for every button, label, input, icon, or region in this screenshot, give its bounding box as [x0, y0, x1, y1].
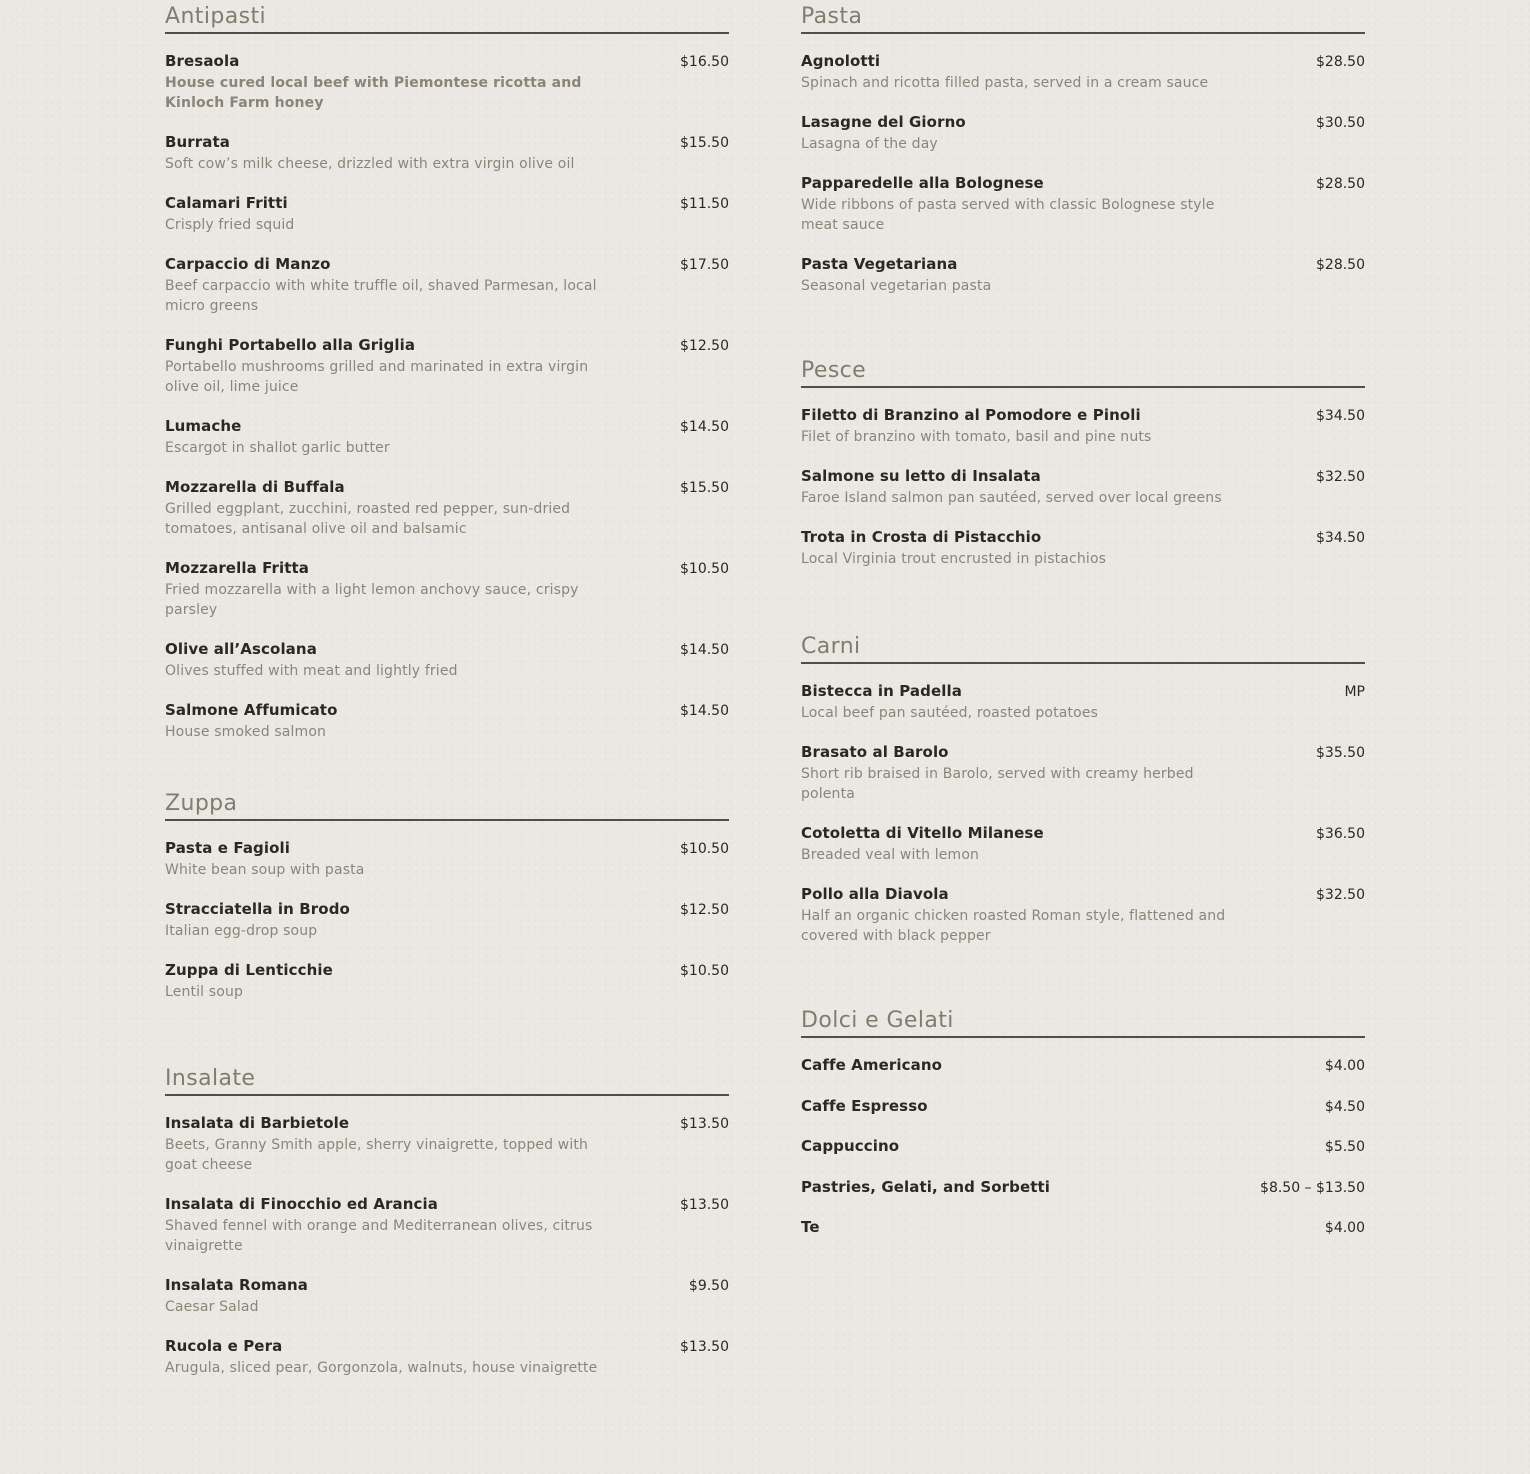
menu-item-price: $14.50 [680, 642, 729, 658]
menu-item-price: $11.50 [680, 196, 729, 212]
menu-item [165, 960, 729, 1002]
menu-item [165, 51, 729, 113]
menu-item [165, 1336, 729, 1378]
menu-item [165, 899, 729, 941]
menu-item-description: Fried mozzarella with a light lemon anchovy sauce, crispy parsley [165, 582, 579, 618]
menu-item-price: $32.50 [1316, 469, 1365, 485]
menu-item-name: Salmone Affumicato [165, 701, 338, 719]
menu-item [801, 742, 1365, 804]
menu-item-description: Filet of branzino with tomato, basil and pine nuts [801, 429, 1152, 445]
section-dolci-e-gelati [801, 1004, 1365, 1258]
menu-item-name: Pasta e Fagioli [165, 839, 291, 857]
menu-item-name: Cappuccino [801, 1137, 900, 1155]
menu-item-price: $35.50 [1316, 745, 1365, 761]
menu-item-list [801, 664, 1365, 946]
menu-item-price: $15.50 [680, 135, 729, 151]
menu-item-description: Spinach and ricotta filled pasta, served in a cream sauce [801, 75, 1209, 91]
menu-item-name: Bistecca in Padella [801, 682, 962, 700]
menu-item-name: Mozzarella di Buffala [165, 478, 345, 496]
menu-item-price: $36.50 [1316, 826, 1365, 842]
menu-item [801, 405, 1365, 447]
menu-item-list [801, 388, 1365, 569]
menu-item-description: Soft cow’s milk cheese, drizzled with extra virgin olive oil [165, 156, 575, 172]
menu-item [165, 639, 729, 681]
menu-item-price: $28.50 [1316, 176, 1365, 192]
menu-item-price: $32.50 [1316, 887, 1365, 903]
menu-item-name: Zuppa di Lenticchie [165, 961, 333, 979]
menu-item-description: Local Virginia trout encrusted in pistachios [801, 551, 1107, 567]
menu-item-price: $14.50 [680, 419, 729, 435]
section-title: Insalate [165, 1062, 729, 1096]
menu-item-name: Agnolotti [801, 52, 881, 70]
section-title: Zuppa [165, 787, 729, 821]
menu-item-name: Cotoletta di Vitello Milanese [801, 824, 1044, 842]
menu-item [165, 132, 729, 174]
menu-item-name: Insalata di Barbietole [165, 1114, 350, 1132]
menu-item [165, 1194, 729, 1256]
menu-item [801, 1217, 1365, 1238]
menu-item [165, 335, 729, 397]
menu-item [165, 558, 729, 620]
menu-item-description: Local beef pan sautéed, roasted potatoes [801, 705, 1099, 721]
section-carni [801, 630, 1365, 965]
menu-item [801, 112, 1365, 154]
menu-item-description: Italian egg-drop soup [165, 923, 318, 939]
menu-item-description: Portabello mushrooms grilled and marinated in extra virgin olive oil, lime juice [165, 359, 589, 395]
menu-item-name: Lasagne del Giorno [801, 113, 966, 131]
menu-item-description: Lasagna of the day [801, 136, 938, 152]
section-insalate [165, 1062, 729, 1397]
section-title: Antipasti [165, 0, 729, 34]
menu-item-name: Burrata [165, 133, 231, 151]
menu-item-description: Crisply fried squid [165, 217, 295, 233]
menu-item-description: Beef carpaccio with white truffle oil, shaved Parmesan, local micro greens [165, 278, 597, 314]
menu-item-description: Beets, Granny Smith apple, sherry vinaigrette, topped with goat cheese [165, 1137, 589, 1173]
section-title: Pasta [801, 0, 1365, 34]
menu-item [801, 823, 1365, 865]
menu-item-name: Pollo alla Diavola [801, 885, 949, 903]
section-pasta [801, 0, 1365, 315]
menu-item-price: $10.50 [680, 561, 729, 577]
menu-item-description: Escargot in shallot garlic butter [165, 440, 390, 456]
menu-item-name: Carpaccio di Manzo [165, 255, 331, 273]
menu-item-name: Trota in Crosta di Pistacchio [801, 528, 1042, 546]
menu-item-price: $28.50 [1316, 257, 1365, 273]
menu-item-price: $34.50 [1316, 530, 1365, 546]
menu-item-price: $14.50 [680, 703, 729, 719]
menu-item-description: Grilled eggplant, zucchini, roasted red pepper, sun-dried tomatoes, antisanal olive oil and balsamic [165, 501, 571, 537]
menu-item-price: $4.50 [1324, 1098, 1365, 1115]
menu-item-price: $8.50 – $13.50 [1260, 1179, 1365, 1196]
menu-item [801, 681, 1365, 723]
menu-item-name: Papparedelle alla Bolognese [801, 174, 1044, 192]
menu-item-description: Olives stuffed with meat and lightly fried [165, 663, 458, 679]
menu-item-description: White bean soup with pasta [165, 862, 365, 878]
menu-item-name: Caffe Espresso [801, 1096, 928, 1115]
menu-item-price: $28.50 [1316, 54, 1365, 70]
menu-item [165, 254, 729, 316]
menu-item-name: Bresaola [165, 52, 240, 70]
menu-item-price: $15.50 [680, 480, 729, 496]
menu-item-price: $10.50 [680, 841, 729, 857]
menu-item-price: $13.50 [680, 1339, 729, 1355]
menu-item-description: House cured local beef with Piemontese ricotta and Kinloch Farm honey [165, 75, 582, 111]
menu-item-description: Breaded veal with lemon [801, 847, 980, 863]
menu-item-description: Caesar Salad [165, 1299, 259, 1315]
menu-item [165, 477, 729, 539]
menu-item [801, 1136, 1365, 1157]
menu-item-name: Salmone su letto di Insalata [801, 467, 1041, 485]
menu-item [801, 1096, 1365, 1117]
menu-item-name: Pasta Vegetariana [801, 255, 958, 273]
menu-item-name: Rucola e Pera [165, 1337, 283, 1355]
section-pesce [801, 354, 1365, 588]
menu-item-name: Brasato al Barolo [801, 743, 949, 761]
menu-item-name: Stracciatella in Brodo [165, 900, 350, 918]
menu-item [801, 527, 1365, 569]
menu-item-price: $16.50 [680, 54, 729, 70]
menu-item-price: $13.50 [680, 1116, 729, 1132]
menu-item [801, 466, 1365, 508]
menu-item [165, 700, 729, 742]
menu-item-price: $5.50 [1324, 1139, 1365, 1155]
section-title: Carni [801, 630, 1365, 664]
menu-item [165, 416, 729, 458]
menu-item-name: Lumache [165, 417, 242, 435]
menu-item-name: Insalata di Finocchio ed Arancia [165, 1195, 438, 1213]
menu-item-list [165, 34, 729, 742]
menu-item-description: House smoked salmon [165, 724, 327, 740]
menu-item-description: Wide ribbons of pasta served with classic Bolognese style meat sauce [801, 197, 1215, 233]
menu-item-description: Shaved fennel with orange and Mediterranean olives, citrus vinaigrette [165, 1218, 593, 1254]
menu-item-description: Seasonal vegetarian pasta [801, 278, 992, 294]
menu-item-name: Filetto di Branzino al Pomodore e Pinoli [801, 406, 1141, 424]
menu-item [801, 254, 1365, 296]
menu-item-description: Lentil soup [165, 984, 244, 1000]
section-title: Dolci e Gelati [801, 1004, 1365, 1038]
menu-item-price: MP [1344, 684, 1365, 700]
menu-item [165, 838, 729, 880]
menu-item [801, 173, 1365, 235]
menu-item-price: $12.50 [680, 902, 729, 918]
menu-item [801, 51, 1365, 93]
menu-item-list [801, 1038, 1365, 1238]
menu-item [801, 1055, 1365, 1076]
menu-item-name: Pastries, Gelati, and Sorbetti [801, 1177, 1051, 1196]
menu-item-description: Arugula, sliced pear, Gorgonzola, walnuts, house vinaigrette [165, 1360, 598, 1376]
menu-item [801, 884, 1365, 946]
menu-item-price: $34.50 [1316, 408, 1365, 424]
menu-item-name: Caffe Americano [801, 1056, 943, 1074]
menu-item-description: Faroe Island salmon pan sautéed, served over local greens [801, 490, 1222, 506]
menu-item-price: $9.50 [688, 1278, 729, 1294]
section-zuppa [165, 787, 729, 1021]
menu-item-description: Short rib braised in Barolo, served with creamy herbed polenta [801, 766, 1194, 802]
section-title: Pesce [801, 354, 1365, 388]
menu-item-list [165, 821, 729, 1002]
menu-item-name: Olive all’Ascolana [165, 640, 317, 658]
menu-item [165, 1275, 729, 1317]
section-antipasti [165, 0, 729, 761]
menu-item-name: Calamari Fritti [165, 194, 288, 212]
menu-item [165, 193, 729, 235]
menu-item-price: $4.00 [1324, 1058, 1365, 1074]
menu-item-list [801, 34, 1365, 296]
menu-item-list [165, 1096, 729, 1378]
menu-item-price: $17.50 [680, 257, 729, 273]
menu-item-price: $4.00 [1324, 1220, 1365, 1236]
menu-item-description: Half an organic chicken roasted Roman style, flattened and covered with black pepper [801, 908, 1226, 944]
menu-item-price: $13.50 [680, 1197, 729, 1213]
menu-item [165, 1113, 729, 1175]
menu-item [801, 1177, 1365, 1198]
menu-item-price: $12.50 [680, 338, 729, 354]
menu-item-name: Insalata Romana [165, 1276, 308, 1294]
menu-item-name: Mozzarella Fritta [165, 559, 310, 577]
menu-item-price: $10.50 [680, 963, 729, 979]
menu-item-name: Te [801, 1218, 820, 1236]
menu-item-price: $30.50 [1316, 115, 1365, 131]
menu-item-name: Funghi Portabello alla Griglia [165, 336, 416, 354]
